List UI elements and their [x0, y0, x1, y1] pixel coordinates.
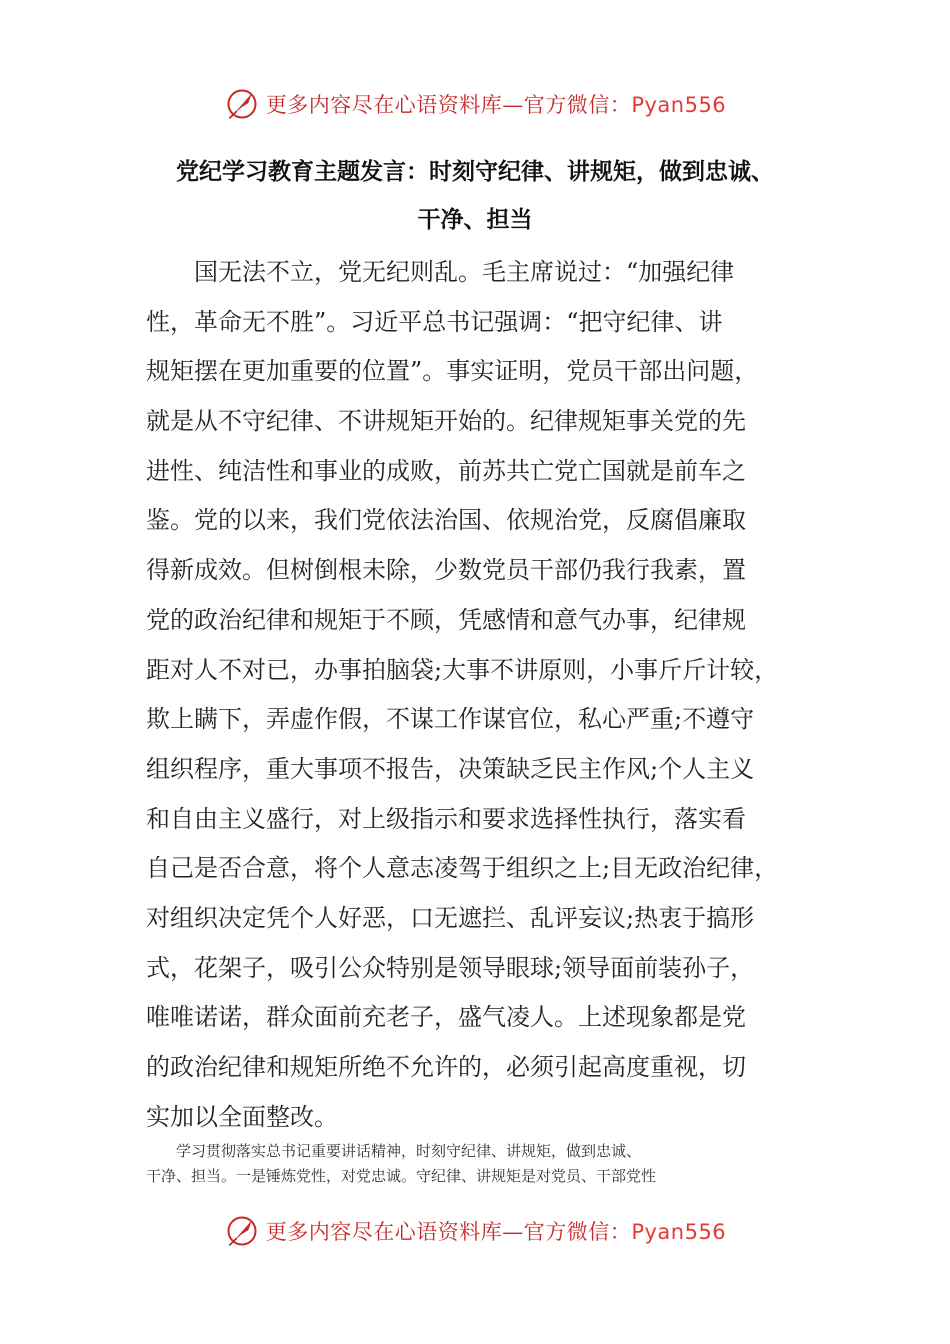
banner-text: 更多内容尽在心语资料库—官方微信：Pyan556 — [265, 93, 727, 117]
footer-banner — [0, 1211, 950, 1251]
small-line: 干净、担当。一是锤炼党性，对党忠诚。守纪律、讲规矩是对党员、干部党性 — [146, 1167, 657, 1185]
body-line: 组织程序，重大事项不报告，决策缺乏民主作风;个人主义 — [146, 754, 755, 783]
banner-brand: Pyan556 — [631, 1220, 727, 1244]
body-line: 对组织决定凭个人好恶，口无遮拦、乱评妄议;热衷于搞形 — [146, 903, 755, 932]
body-line: 规矩摆在更加重要的位置”。事实证明，党员干部出问题， — [146, 357, 759, 386]
banner-text: 更多内容尽在心语资料库—官方微信：Pyan556 — [265, 1220, 727, 1244]
body-line: 式，花架子，吸引公众特别是领导眼球;领导面前装孙子， — [146, 953, 755, 982]
body-line: 唯唯诺诺，群众面前充老子，盛气凌人。上述现象都是党 — [146, 1003, 746, 1032]
body-line: 国无法不立，党无纪则乱。毛主席说过：“加强纪律 — [146, 258, 735, 286]
body-paragraph — [146, 248, 814, 1142]
body-line: 和自由主义盛行，对上级指示和要求选择性执行，落实看 — [146, 804, 746, 833]
body-line: 欺上瞒下，弄虚作假，不谋工作谋官位，私心严重;不遵守 — [146, 705, 755, 734]
body-line: 实加以全面整改。 — [146, 1102, 338, 1131]
small-line: 学习贯彻落实总书记重要讲话精神，时刻守纪律、讲规矩，做到忠诚、 — [146, 1142, 642, 1160]
body-line: 的政治纪律和规矩所绝不允许的，必须引起高度重视，切 — [146, 1053, 746, 1081]
body-line: 自己是否合意，将个人意志凌驾于组织之上;目无政治纪律， — [146, 854, 779, 883]
body-line: 距对人不对已，办事拍脑袋;大事不讲原则，小事斤斤计较， — [146, 655, 779, 684]
body-line: 就是从不守纪律、不讲规矩开始的。纪律规矩事关党的先 — [146, 407, 746, 436]
body-line: 党的政治纪律和规矩于不顾，凭感情和意气办事，纪律规 — [146, 605, 746, 634]
body-line: 得新成效。但树倒根未除，少数党员干部仍我行我素，置 — [146, 556, 746, 585]
body-line: 性，革命无不胜”。习近平总书记强调：“把守纪律、讲 — [146, 307, 723, 336]
header-banner — [0, 84, 950, 124]
body-line: 鉴。党的以来，我们党依法治国、依规治党，反腐倡廉取 — [146, 506, 746, 535]
document-title — [110, 148, 840, 244]
body-line: 进性、纯洁性和事业的成败，前苏共亡党亡国就是前车之 — [146, 456, 746, 485]
quill-pen-logo-icon — [224, 86, 260, 122]
banner-brand: Pyan556 — [631, 93, 727, 117]
title-line-1: 党纪学习教育主题发言：时刻守纪律、讲规矩，做到忠诚、 — [176, 159, 774, 185]
quill-pen-logo-icon — [224, 1213, 260, 1249]
title-line-2: 干净、担当 — [417, 207, 533, 233]
small-paragraph — [146, 1139, 814, 1189]
